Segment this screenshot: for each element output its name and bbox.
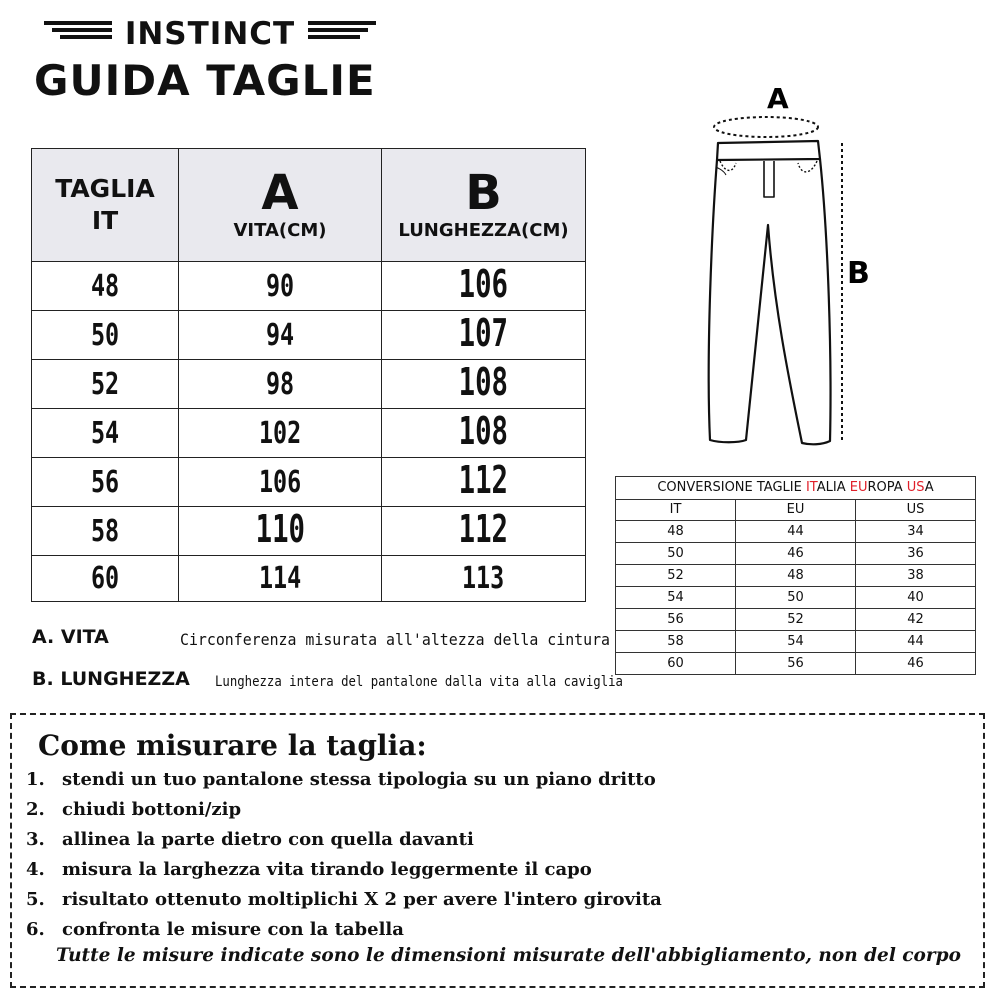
lunghezza-cell: 112 xyxy=(382,458,586,507)
table-row xyxy=(616,521,976,543)
table-row xyxy=(616,587,976,609)
size-table xyxy=(31,148,586,602)
us-cell: 40 xyxy=(856,587,976,609)
legend-vita-description: Circonferenza misurata all'altezza della cintura xyxy=(180,630,611,649)
it-cell: 54 xyxy=(616,587,736,609)
legend-vita-key: A. VITA xyxy=(32,626,109,648)
header-lunghezza-label: LUNGHEZZA(CM) xyxy=(398,220,569,241)
it-cell: 60 xyxy=(616,653,736,675)
table-row xyxy=(616,653,976,675)
column-header-eu: EU xyxy=(736,500,856,521)
lunghezza-cell: 107 xyxy=(382,311,586,360)
us-cell: 44 xyxy=(856,631,976,653)
table-row xyxy=(32,409,586,458)
brand-name: INSTINCT xyxy=(124,16,296,52)
table-row xyxy=(32,262,586,311)
eu-cell: 46 xyxy=(736,543,856,565)
header-taglia-line1: TAGLIA xyxy=(55,174,155,203)
table-row xyxy=(616,543,976,565)
list-item: 2. chiudi bottoni/zip xyxy=(26,799,242,820)
header-lunghezza-letter: B xyxy=(465,165,502,221)
logo-wing-right-icon xyxy=(308,21,376,47)
it-cell: 50 xyxy=(616,543,736,565)
vita-cell: 106 xyxy=(179,458,382,507)
us-cell: 36 xyxy=(856,543,976,565)
us-cell: 34 xyxy=(856,521,976,543)
eu-cell: 54 xyxy=(736,631,856,653)
diagram-label-a: A xyxy=(767,82,789,115)
header-lunghezza xyxy=(382,149,586,262)
waist-measure-ellipse xyxy=(714,117,818,137)
header-vita xyxy=(179,149,382,262)
table-row xyxy=(616,631,976,653)
table-row xyxy=(32,311,586,360)
table-row xyxy=(616,565,976,587)
size-cell: 60 xyxy=(32,556,179,602)
eu-cell: 44 xyxy=(736,521,856,543)
eu-cell: 48 xyxy=(736,565,856,587)
how-to-measure-steps xyxy=(26,765,662,945)
us-cell: 42 xyxy=(856,609,976,631)
vita-cell: 102 xyxy=(179,409,382,458)
eu-cell: 50 xyxy=(736,587,856,609)
column-header-us: US xyxy=(856,500,976,521)
page-title: GUIDA TAGLIE xyxy=(34,56,376,105)
list-item: 1. stendi un tuo pantalone stessa tipologia su un piano dritto xyxy=(26,769,656,790)
list-item: 4. misura la larghezza vita tirando leggermente il capo xyxy=(26,859,592,880)
it-cell: 48 xyxy=(616,521,736,543)
brand-logo xyxy=(40,14,380,54)
header-vita-letter: A xyxy=(261,165,299,221)
list-item: 3. allinea la parte dietro con quella davanti xyxy=(26,829,474,850)
it-cell: 58 xyxy=(616,631,736,653)
table-row xyxy=(616,609,976,631)
legend-lunghezza-description: Lunghezza intera del pantalone dalla vita alla caviglia xyxy=(215,674,623,690)
pants-icon xyxy=(709,141,831,444)
table-row xyxy=(32,360,586,409)
how-to-measure-title: Come misurare la taglia: xyxy=(38,729,427,762)
vita-cell: 98 xyxy=(179,360,382,409)
vita-cell: 114 xyxy=(179,556,382,602)
it-cell: 56 xyxy=(616,609,736,631)
table-row xyxy=(32,458,586,507)
eu-cell: 56 xyxy=(736,653,856,675)
size-cell: 58 xyxy=(32,507,179,556)
vita-cell: 110 xyxy=(179,507,382,556)
measurement-note: Tutte le misure indicate sono le dimensioni misurate dell'abbigliamento, non del corpo xyxy=(56,945,961,966)
lunghezza-cell: 108 xyxy=(382,409,586,458)
conversion-table xyxy=(615,476,976,675)
us-cell: 46 xyxy=(856,653,976,675)
lunghezza-cell: 113 xyxy=(382,556,586,602)
diagram-label-b: B xyxy=(847,256,870,291)
vita-cell: 94 xyxy=(179,311,382,360)
size-table-header xyxy=(32,149,586,262)
table-row xyxy=(32,507,586,556)
vita-cell: 90 xyxy=(179,262,382,311)
table-row xyxy=(32,556,586,602)
header-taglia xyxy=(32,149,179,262)
pants-diagram xyxy=(690,75,890,455)
lunghezza-cell: 108 xyxy=(382,360,586,409)
size-cell: 56 xyxy=(32,458,179,507)
header-vita-label: VITA(CM) xyxy=(233,220,327,241)
how-to-measure-box xyxy=(10,713,985,988)
us-cell: 38 xyxy=(856,565,976,587)
header-taglia-line2: IT xyxy=(91,206,119,235)
lunghezza-cell: 112 xyxy=(382,507,586,556)
list-item: 5. risultato ottenuto moltiplichi X 2 per avere l'intero girovita xyxy=(26,889,662,910)
it-cell: 52 xyxy=(616,565,736,587)
size-cell: 50 xyxy=(32,311,179,360)
lunghezza-cell: 106 xyxy=(382,262,586,311)
legend-lunghezza-key: B. LUNGHEZZA xyxy=(32,668,190,690)
eu-cell: 52 xyxy=(736,609,856,631)
conversion-title: CONVERSIONE TAGLIE ITALIA EUROPA USA xyxy=(616,477,976,500)
column-header-it: IT xyxy=(616,500,736,521)
size-cell: 54 xyxy=(32,409,179,458)
size-cell: 52 xyxy=(32,360,179,409)
list-item: 6. confronta le misure con la tabella xyxy=(26,919,404,940)
conversion-header-row xyxy=(616,500,976,521)
size-cell: 48 xyxy=(32,262,179,311)
conversion-title-row xyxy=(616,477,976,500)
